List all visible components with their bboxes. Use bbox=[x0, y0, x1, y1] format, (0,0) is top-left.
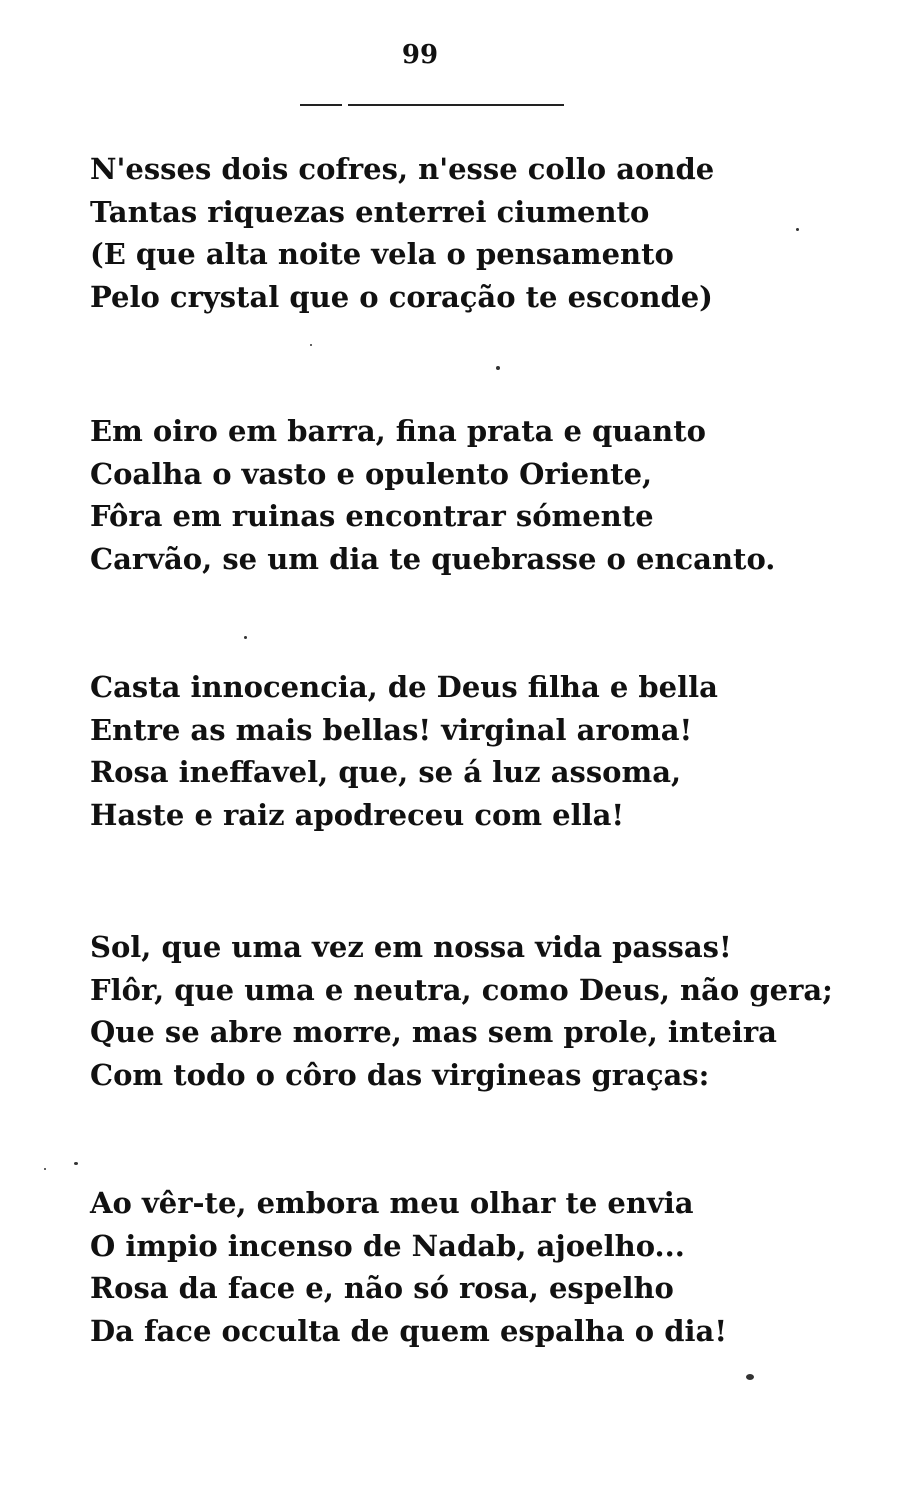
header-rule-short bbox=[300, 104, 342, 106]
verse-line: Sol, que uma vez em nossa vida passas! bbox=[90, 930, 732, 964]
stanza-3 bbox=[90, 666, 718, 836]
scan-speck bbox=[496, 366, 500, 370]
verse-line: Entre as mais bellas! virginal aroma! bbox=[90, 712, 693, 747]
verse-line: Fôra em ruinas encontrar sómente bbox=[90, 499, 654, 533]
verse-line: Que se abre morre, mas sem prole, inteira bbox=[90, 1015, 777, 1049]
stanza-1 bbox=[90, 148, 714, 318]
verse-line: Pelo crystal que o coração te esconde) bbox=[90, 279, 713, 314]
page-number: 99 bbox=[401, 40, 439, 70]
verse-line: (E que alta noite vela o pensamento bbox=[90, 237, 674, 271]
verse-line: Flôr, que uma e neutra, como Deus, não gera; bbox=[90, 972, 833, 1007]
verse-line: Com todo o côro das virgineas graças: bbox=[90, 1057, 710, 1092]
verse-line: Coalha o vasto e opulento Oriente, bbox=[90, 456, 653, 491]
verse-line: Ao vêr-te, embora meu olhar te envia bbox=[90, 1186, 694, 1220]
header-rule-long bbox=[348, 104, 564, 106]
verse-line: Tantas riquezas enterrei ciumento bbox=[90, 194, 650, 229]
stanza-4 bbox=[90, 926, 833, 1096]
verse-line: Em oiro em barra, fina prata e quanto bbox=[90, 414, 707, 448]
scan-speck bbox=[746, 1374, 754, 1380]
scan-speck bbox=[244, 636, 247, 639]
verse-line: Carvão, se um dia te quebrasse o encanto. bbox=[90, 541, 776, 576]
verse-line: Casta innocencia, de Deus filha e bella bbox=[90, 670, 718, 704]
verse-line: N'esses dois cofres, n'esse collo aonde bbox=[90, 152, 715, 186]
stanza-5 bbox=[90, 1182, 727, 1352]
scan-speck bbox=[74, 1162, 78, 1165]
verse-line: Da face occulta de quem espalha o dia! bbox=[90, 1313, 728, 1348]
scan-speck bbox=[44, 1168, 46, 1170]
stanza-2 bbox=[90, 410, 775, 580]
scan-speck bbox=[796, 228, 799, 231]
verse-line: Rosa ineffavel, que, se á luz assoma, bbox=[90, 755, 682, 789]
verse-line: Rosa da face e, não só rosa, espelho bbox=[90, 1271, 674, 1305]
scan-speck bbox=[310, 344, 312, 346]
verse-line: Haste e raiz apodreceu com ella! bbox=[90, 797, 625, 832]
verse-line: O impio incenso de Nadab, ajoelho... bbox=[90, 1228, 685, 1263]
